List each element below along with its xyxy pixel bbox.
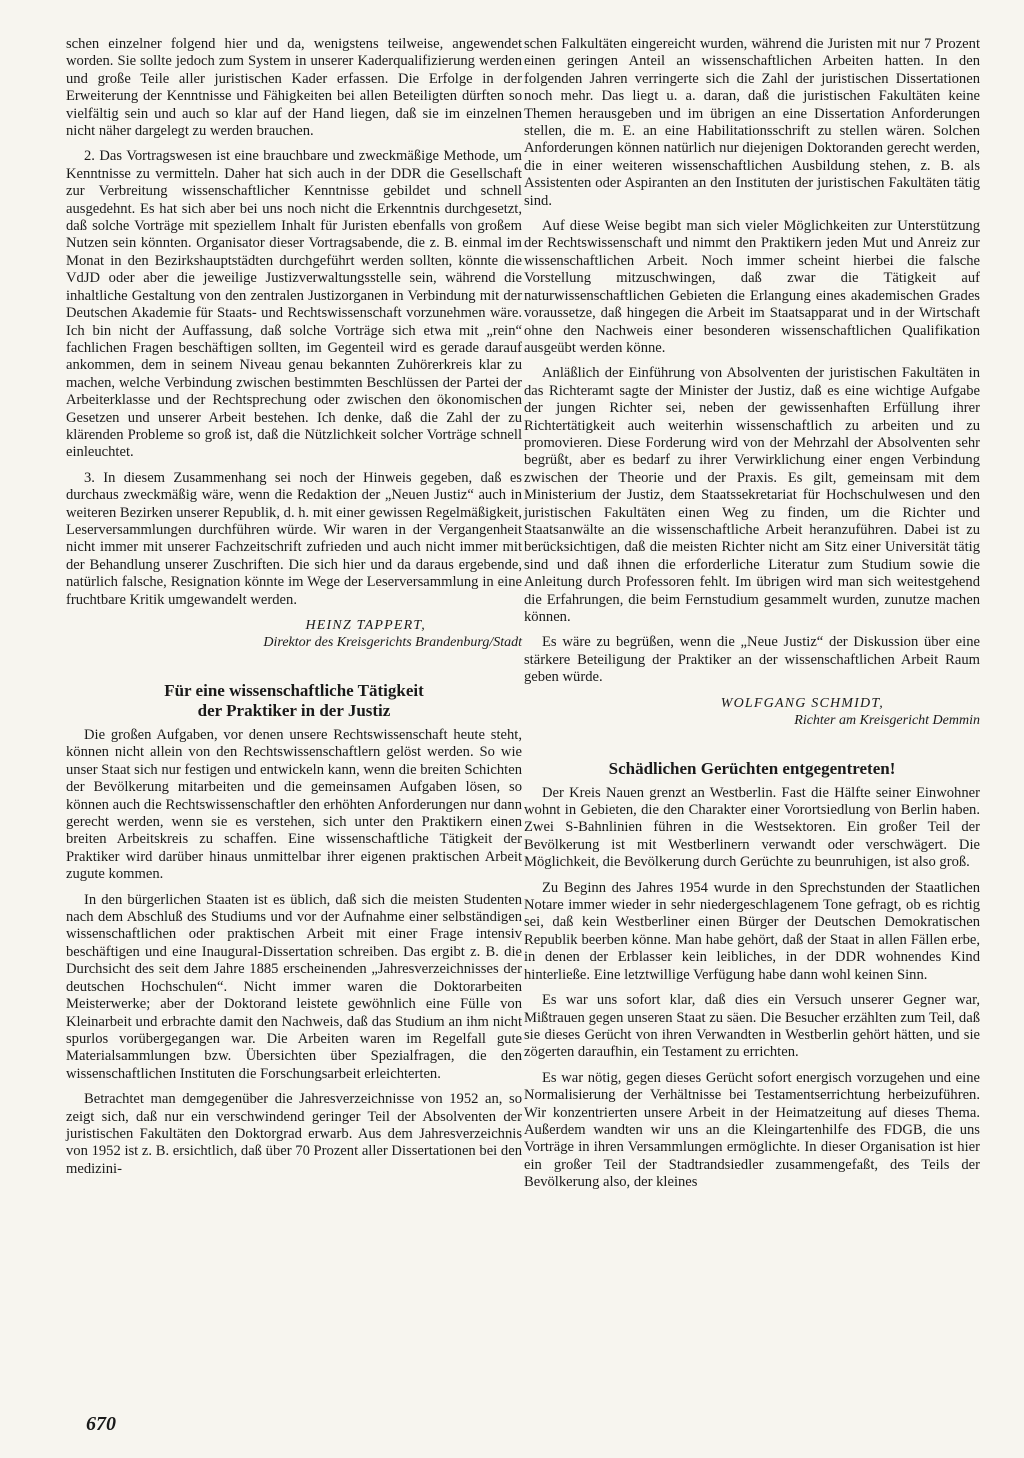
author-role: Direktor des Kreisgerichts Brandenburg/Stadt (263, 635, 522, 650)
paragraph: Es wäre zu begrüßen, wenn die „Neue Justiz“ der Diskussion über eine stärkere Beteiligung der Praktiker an der wissenschaftlichen Arbeit Raum geben würde. (524, 634, 980, 686)
paragraph: Auf diese Weise begibt man sich vieler Möglichkeiten zur Unterstützung der Rechtswissenschaft und nimmt den Praktikern jeden Mut und Anreiz zur wissenschaftlichen Arbeit. Noch immer scheint hierbei die falsche Vorstellung mitzuschwingen, daß zwar die Tätigkeit auf naturwissenschaftlichen Gebieten die Erlangung eines akademischen Grades voraussetze, daß hingegen die Arbeit im Staatsapparat und in der Wirtschaft ohne den Nachweis einer besonderen wissenschaftlichen Qualifikation ausgeübt werden könne. (524, 218, 980, 356)
article-heading-line: Für eine wissenschaftliche Tätigkeit (164, 681, 424, 700)
author-name: HEINZ TAPPERT, (305, 618, 426, 633)
article-heading-line: der Praktiker in der Justiz (197, 701, 391, 720)
author-name: WOLFGANG SCHMIDT, (720, 695, 884, 711)
paragraph: Anläßlich der Einführung von Absolventen der juristischen Fakultäten in das Richteramt sagte der Minister der Justiz, daß es eine wichtige Aufgabe der jungen Richter sei, neben der gewissenhaften Erfüllung ihrer Richtertätigkeit auch weiterhin wissenschaftlich zu arbeiten und zu promovieren. Diese Forderung wird von der Mehrzahl der Absolventen sehr begrüßt, aber es bedarf zu ihrer Verwirklichung einer engen Verbindung zwischen der Theorie und der Praxis. Es gilt, gemeinsam mit dem Ministerium der Justiz, dem Staatssekretariat für Hochschulwesen und den juristischen Fakultäten einen Weg zu finden, um die Richter und Staatsanwälte an die wissenschaftliche Arbeit heranzuführen. Dabei ist zu berücksichtigen, daß die meisten Richter nicht am Sitz einer Universität tätig sind und daß ihnen die erforderliche Literatur zum Studium sowie die Anleitung durch Professoren fehlt. Im übrigen wird man sich weitestgehend die Erfahrungen, die beim Fernstudium gesammelt wurden, zunutze machen können. (524, 365, 980, 625)
paragraph: Der Kreis Nauen grenzt an Westberlin. Fast die Hälfte seiner Einwohner wohnt in Gebieten, die den Charakter einer Vorortsiedlung von Berlin haben. Zwei S-Bahnlinien führen in die Westsektoren. Ein großer Teil der Bevölkerung ist mit Westberlinern verwandt oder verschwägert. Die Möglichkeit, die Bevölkerung durch Gerüchte zu beunruhigen, ist also groß. (524, 784, 980, 871)
paragraph: Es war nötig, gegen dieses Gerücht sofort energisch vorzugehen und eine Normalisierung der Verhältnisse bei Testamentserrichtung herbeizuführen. Wir konzentrierten unsere Arbeit in der Heimatzeitung auf dieses Thema. Außerdem wandten wir uns an die Kleingartenhilfe des FDGB, die uns Vorträge in ihren Versammlungen ermöglichte. In dieser Organisation ist hier ein großer Teil der Stadtrandsiedler zusammengefaßt, des Teils der Bevölkerung also, der kleines (524, 1069, 980, 1191)
paragraph: Es war uns sofort klar, daß dies ein Versuch unserer Gegner war, Mißtrauen gegen unseren Staat zu säen. Die Besucher erzählten zum Teil, daß sie dieses Gerücht von ihren Verwandten in Westberlin gehört hätten, und sie zögerten daraufhin, ein Testament zu errichten. (524, 992, 980, 1061)
paragraph: schen einzelner folgend hier und da, wenigstens teilweise, angewendet worden. Sie sollte jedoch zum System in unserer Kaderqualifizierung werden und große Teile aller juristischen Kader erfassen. Die Erfolge in der Erweiterung der Kenntnisse und Fähigkeiten bei allen Beteiligten dürften so vielfältig sein und auch so klar auf der Hand liegen, daß sie im einzelnen nicht näher dargelegt zu werden brauchen. (66, 36, 522, 140)
paragraph: schen Falkultäten eingereicht wurden, während die Juristen mit nur 7 Prozent einen geringen Anteil an wissenschaftlichen Arbeiten hatten. In den folgenden Jahren verringerte sich die Zahl der juristischen Dissertationen noch mehr. Das liegt u. a. daran, daß die juristischen Fakultäten keine Themen herausgeben und im übrigen an eine Dissertation Anforderungen stellen, die m. E. an eine Habilitationsschrift zu stellen wären. Solchen Anforderungen können natürlich nur diejenigen Doktoranden gerecht werden, die in einer weiteren wissenschaftlichen Ausbildung stehen, z. B. als Assistenten oder Aspiranten an den Instituten der juristischen Fakultäten tätig sind. (524, 36, 980, 209)
article-heading: Schädlichen Gerüchten entgegentreten! (608, 758, 896, 778)
page-number: 670 (86, 1413, 116, 1435)
paragraph: 3. In diesem Zusammenhang sei noch der Hinweis gegeben, daß es durchaus zweckmäßig wäre, wenn die Redaktion der „Neuen Justiz“ auch in weiteren Bezirken unserer Republik, d. h. mit einer gewissen Regelmäßigkeit, Leserversammlungen durchführen würde. Wir waren in der Vergangenheit nicht immer mit unserer Fachzeitschrift zufrieden und auch nicht immer mit der Behandlung unserer Zuschriften. Die sich hier und da daraus ergebende, natürlich falsche, Resignation könnte im Wege der Leserversammlung in eine fruchtbare Kritik umgewandelt werden. (66, 469, 522, 608)
paragraph: In den bürgerlichen Staaten ist es üblich, daß sich die meisten Studenten nach dem Abschluß des Studiums und vor der Aufnahme einer selbständigen wissenschaftlichen oder praktischen Arbeit mit einer Frage intensiv beschäftigen und eine Inaugural-Dissertation schreiben. Das ergibt z. B. die Durchsicht des seit dem Jahre 1885 erscheinenden „Jahresverzeichnisses der deutschen Hochschulen“. Nicht immer waren die Doktorarbeiten Meisterwerke; aber der Doktorand leistete gewöhnlich eine Fülle von Kleinarbeit und erbrachte damit den Nachweis, daß das Studium an ihm nicht spurlos vorübergegangen war. Die Arbeiten waren im Regelfall gute Materialsammlungen bzw. Übersichten über Spezialfragen, die den wissenschaftlichen Instituten die Forschungsarbeit erleichterten. (66, 891, 522, 1082)
paragraph: Betrachtet man demgegenüber die Jahresverzeichnisse von 1952 an, so zeigt sich, daß nur ein verschwindend geringer Teil der Absolventen der juristischen Fakultäten den Doktorgrad erwarb. Aus dem Jahresverzeichnis von 1952 ist z. B. ersichtlich, daß über 70 Prozent aller Dissertationen bei den medizini- (66, 1091, 522, 1177)
paragraph: Die großen Aufgaben, vor denen unsere Rechtswissenschaft heute steht, können nicht allein von den Rechtswissenschaftlern gelöst werden. So wie unser Staat sich nur festigen und entwickeln kann, wenn die breiten Schichten der Bevölkerung mitarbeiten und die gemeinsamen Aufgaben lösen, so können auch die Rechtswissenschaftler den erhöhten Anforderungen nur dann gerecht werden, wenn sie es verstehen, sich unter den Praktikern einen breiten Arbeitskreis zu schaffen. Eine wissenschaftliche Tätigkeit der Praktiker wird darüber hinaus unmittelbar ihrer eigenen praktischen Arbeit zugute kommen. (66, 727, 522, 883)
article-heading (66, 681, 522, 721)
paragraph: 2. Das Vortragswesen ist eine brauchbare und zweckmäßige Methode, um Kenntnisse zu vermitteln. Daher hat sich auch in der DDR die Gesellschaft zur Verbreitung wissenschaftlicher Kenntnisse gebildet und schnell ausgedehnt. Es hat sich aber bei uns noch nicht die Erkenntnis durchgesetzt, daß solche Vorträge mit speziellem Inhalt für Juristen ebenfalls von großem Nutzen sein könnten. Organisator dieser Vortragsabende, die z. B. einmal im Monat in den Bezirkshauptstädten durchgeführt werden sollten, könnte die VdJD oder aber die jeweilige Justizverwaltungsstelle sein, während die inhaltliche Gestaltung von den zentralen Justizorganen in Verbindung mit der Deutschen Akademie für Staats- und Rechtswissenschaft vorzunehmen wäre. Ich bin nicht der Auffassung, daß solche Vorträge sich etwa mit „rein“ fachlichen Fragen beschäftigen sollten, im Gegenteil wird es gerade darauf ankommen, dem in seinem Niveau genau bekannten Zuhörerkreis klar zu machen, welche Verbindung zwischen bestimmten Beschlüssen der Partei der Arbeiterklasse und der Rechtsprechung oder zwischen den ökonomischen Gesetzen und unserer Arbeit bestehen. Ich denke, daß die Zahl der zu klärenden Probleme so groß ist, daß die Nützlichkeit solcher Vorträge schnell einleuchtet. (66, 148, 522, 461)
paragraph: Zu Beginn des Jahres 1954 wurde in den Sprechstunden der Staatlichen Notare immer wieder in sehr niedergeschlagenem Tone gefragt, ob es richtig sei, daß kein Westberliner einen Bürger der Deutschen Demokratischen Republik beerben könne. Man habe gehört, daß der Staat in allen Fällen erbe, in denen der Erblasser kein leibliches, in der DDR wohnendes Kind hinterließe. Eine letztwillige Verfügung habe dann wohl keinen Sinn. (524, 879, 980, 983)
author-role: Richter am Kreisgericht Demmin (794, 712, 980, 728)
right-column (524, 36, 980, 1200)
left-column (66, 36, 522, 1186)
